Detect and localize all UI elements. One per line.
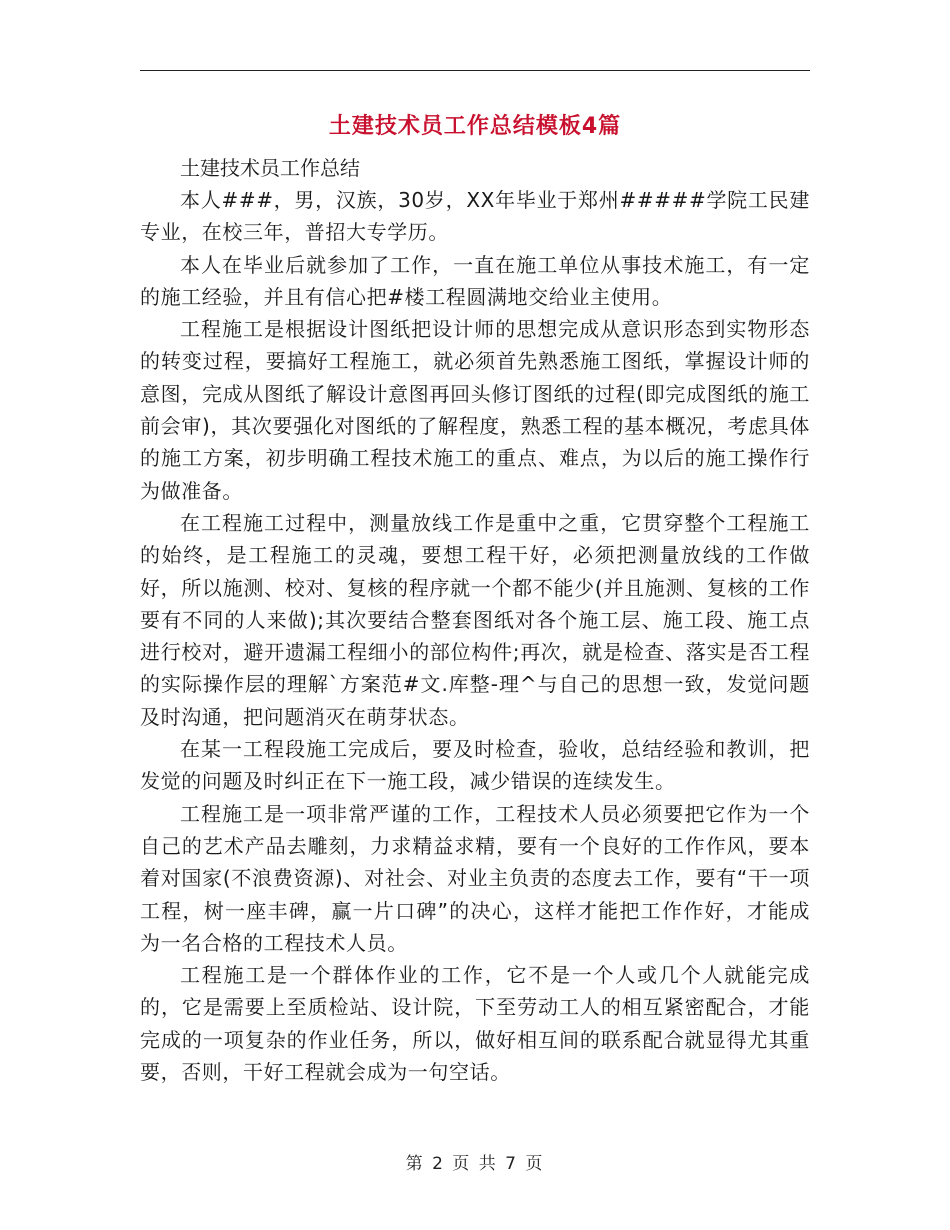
document-title: 土建技术员工作总结模板4篇: [328, 114, 622, 139]
paragraph-4: 在工程施工过程中，测量放线工作是重中之重，它贯穿整个工程施工的始终，是工程施工的灵魂，要想工程干好，必须把测量放线的工作做好，所以施测、校对、复核的程序就一个都不能少(并且施测、复核的工作要有不同的人来做);其次要结合整套图纸对各个施工层、施工段、施工点进行校对，避开遗漏工程细小的部位构件;再次，就是检查、落实是否工程的实际操作层的理解`方案范#文.库整-理^与自己的思想一致，发觉问题及时沟通，把问题消灭在萌芽状态。: [140, 510, 810, 729]
paragraph-1: 本人###，男，汉族，30岁，XX年毕业于郑州#####学院工民建专业，在校三年，普招大专学历。: [140, 188, 810, 245]
paragraph-3: 工程施工是根据设计图纸把设计师的思想完成从意识形态到实物形态的转变过程，要搞好工程施工，就必须首先熟悉施工图纸，掌握设计师的意图，完成从图纸了解设计意图再回头修订图纸的过程(即完成图纸的施工前会审)，其次要强化对图纸的了解程度，熟悉工程的基本概况，考虑具体的施工方案，初步明确工程技术施工的重点、难点，为以后的施工操作行为做准备。: [140, 317, 810, 503]
document-subtitle: 土建技术员工作总结: [180, 156, 360, 180]
paragraph-2: 本人在毕业后就参加了工作，一直在施工单位从事技术施工，有一定的施工经验，并且有信心把#楼工程圆满地交给业主使用。: [140, 252, 810, 309]
paragraph-7: 工程施工是一个群体作业的工作，它不是一个人或几个人就能完成的，它是需要上至质检站、设计院，下至劳动工人的相互紧密配合，才能完成的一项复杂的作业任务，所以，做好相互间的联系配合就显得尤其重要，否则，干好工程就会成为一句空话。: [140, 963, 810, 1085]
document-body: [140, 152, 810, 1088]
paragraph-6: 工程施工是一项非常严谨的工作，工程技术人员必须要把它作为一个自己的艺术产品去雕刻，力求精益求精，要有一个良好的工作作风，要本着对国家(不浪费资源)、对社会、对业主负责的态度去工作，要有“干一项工程，树一座丰碑，赢一片口碑”的决心，这样才能把工作作好，才能成为一名合格的工程技术人员。: [140, 801, 810, 955]
paragraph-5: 在某一工程段施工完成后，要及时检查，验收，总结经验和教训，把发觉的问题及时纠正在下一施工段，减少错误的连续发生。: [140, 737, 810, 794]
page-number-footer: 第 2 页 共 7 页: [405, 1154, 545, 1174]
header-rule: [140, 70, 810, 71]
